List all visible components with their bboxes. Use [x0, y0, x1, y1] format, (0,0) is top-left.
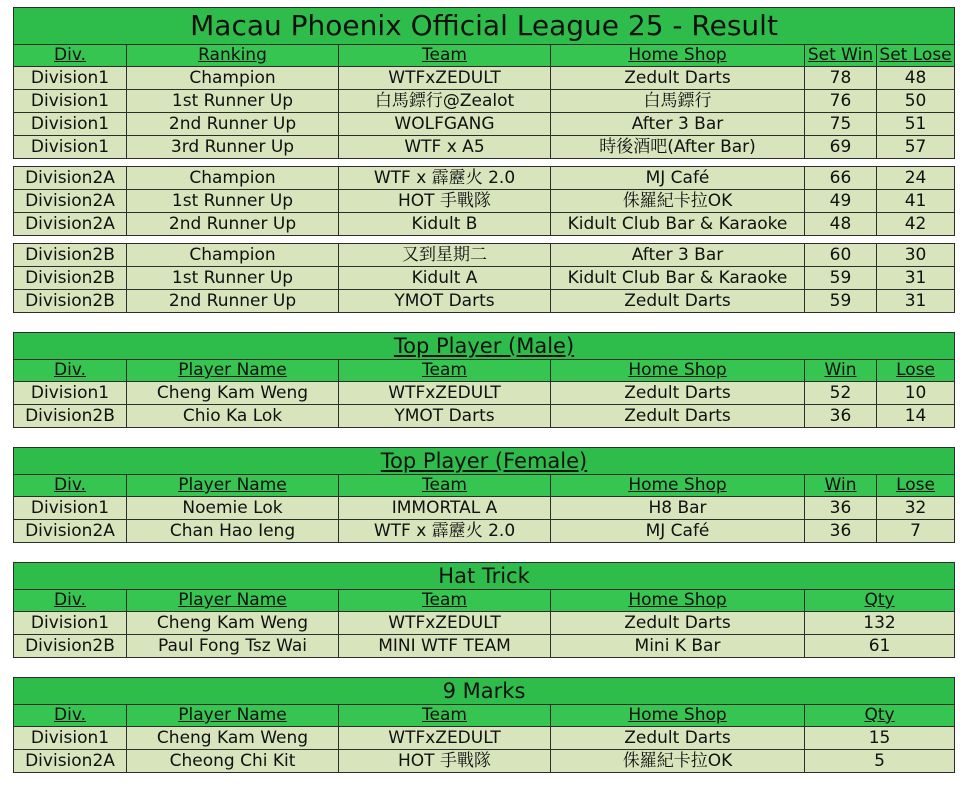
cell-col2: Paul Fong Tsz Wai: [127, 635, 339, 658]
cell-col5: 60: [805, 244, 877, 267]
cell-team: MINI WTF TEAM: [339, 635, 551, 658]
cell-team: WTF x 霹靂火 2.0: [339, 520, 551, 543]
cell-col2: Cheng Kam Weng: [127, 612, 339, 635]
cell-team: HOT 手戰隊: [339, 190, 551, 213]
cell-home-shop: 時後酒吧(After Bar): [551, 136, 805, 159]
cell-col2: 1st Runner Up: [127, 90, 339, 113]
cell-division: Division2B: [14, 635, 127, 658]
cell-team: WOLFGANG: [339, 113, 551, 136]
header-team: Team: [339, 705, 551, 727]
header-player-name: Player Name: [127, 590, 339, 612]
cell-division: Division1: [14, 113, 127, 136]
cell-team: WTF x 霹靂火 2.0: [339, 167, 551, 190]
header-div: Div.: [14, 360, 127, 382]
cell-col2: Chio Ka Lok: [127, 405, 339, 428]
header-row: [14, 360, 955, 382]
cell-col2: Chan Hao Ieng: [127, 520, 339, 543]
header-home-shop: Home Shop: [551, 705, 805, 727]
table-row: [14, 167, 955, 190]
cell-division: Division2B: [14, 267, 127, 290]
section-title-row: [14, 563, 955, 590]
header-qty: Qty: [805, 705, 955, 727]
cell-col5: 59: [805, 290, 877, 313]
cell-col5: 52: [805, 382, 877, 405]
cell-col5: 36: [805, 497, 877, 520]
cell-col2: 1st Runner Up: [127, 190, 339, 213]
cell-division: Division1: [14, 727, 127, 750]
cell-col6: 50: [877, 90, 955, 113]
cell-col2: Champion: [127, 244, 339, 267]
cell-division: Division2A: [14, 520, 127, 543]
cell-home-shop: Zedult Darts: [551, 612, 805, 635]
table-row: [14, 405, 955, 428]
cell-division: Division2B: [14, 405, 127, 428]
table-row: [14, 727, 955, 750]
cell-division: Division1: [14, 136, 127, 159]
cell-col6: 30: [877, 244, 955, 267]
cell-col6: 10: [877, 382, 955, 405]
header-row: [14, 475, 955, 497]
cell-qty: 15: [805, 727, 955, 750]
cell-col6: 57: [877, 136, 955, 159]
cell-col5: 36: [805, 520, 877, 543]
header-home-shop: Home Shop: [551, 475, 805, 497]
table-row: [14, 750, 955, 773]
cell-col2: Cheong Chi Kit: [127, 750, 339, 773]
header-home-shop: Home Shop: [551, 360, 805, 382]
cell-home-shop: H8 Bar: [551, 497, 805, 520]
cell-col6: 24: [877, 167, 955, 190]
header-row: [14, 705, 955, 727]
table-row: [14, 213, 955, 236]
table-row: [14, 113, 955, 136]
cell-division: Division1: [14, 497, 127, 520]
cell-home-shop: Kidult Club Bar & Karaoke: [551, 213, 805, 236]
cell-qty: 132: [805, 612, 955, 635]
cell-col6: 51: [877, 113, 955, 136]
header-lose: Lose: [877, 360, 955, 382]
section-spacer: [14, 159, 955, 167]
header-qty: Qty: [805, 590, 955, 612]
cell-home-shop: Zedult Darts: [551, 727, 805, 750]
table-row: [14, 612, 955, 635]
header-set-lose: Set Lose: [877, 45, 955, 67]
header-win: Win: [805, 360, 877, 382]
table-row: [14, 267, 955, 290]
cell-col5: 78: [805, 67, 877, 90]
header-ranking: Ranking: [127, 45, 339, 67]
table-row: [14, 67, 955, 90]
cell-col6: 31: [877, 267, 955, 290]
cell-division: Division1: [14, 67, 127, 90]
cell-col2: 1st Runner Up: [127, 267, 339, 290]
cell-home-shop: Zedult Darts: [551, 290, 805, 313]
results-grid: [13, 7, 955, 773]
cell-col2: Noemie Lok: [127, 497, 339, 520]
header-div: Div.: [14, 705, 127, 727]
header-player-name: Player Name: [127, 360, 339, 382]
league-results-sheet: [13, 7, 954, 773]
cell-col2: 2nd Runner Up: [127, 290, 339, 313]
table-row: [14, 635, 955, 658]
header-win: Win: [805, 475, 877, 497]
header-team: Team: [339, 475, 551, 497]
cell-col5: 36: [805, 405, 877, 428]
section-spacer: [14, 236, 955, 244]
header-div: Div.: [14, 590, 127, 612]
header-home-shop: Home Shop: [551, 45, 805, 67]
cell-col2: 2nd Runner Up: [127, 213, 339, 236]
cell-col5: 66: [805, 167, 877, 190]
cell-home-shop: 白馬鏢行: [551, 90, 805, 113]
section-spacer: [14, 658, 955, 678]
section-spacer: [14, 313, 955, 333]
cell-qty: 5: [805, 750, 955, 773]
cell-home-shop: MJ Café: [551, 167, 805, 190]
section-title-row: [14, 448, 955, 475]
cell-division: Division2A: [14, 750, 127, 773]
cell-team: 又到星期二: [339, 244, 551, 267]
cell-col6: 32: [877, 497, 955, 520]
cell-team: WTFxZEDULT: [339, 727, 551, 750]
header-player-name: Player Name: [127, 475, 339, 497]
cell-team: WTFxZEDULT: [339, 612, 551, 635]
cell-home-shop: After 3 Bar: [551, 113, 805, 136]
cell-col5: 75: [805, 113, 877, 136]
cell-col6: 31: [877, 290, 955, 313]
header-set-win: Set Win: [805, 45, 877, 67]
cell-col6: 48: [877, 67, 955, 90]
cell-col2: Cheng Kam Weng: [127, 727, 339, 750]
page-title: Macau Phoenix Official League 25 - Result: [14, 8, 955, 45]
section-title-row: [14, 333, 955, 360]
header-home-shop: Home Shop: [551, 590, 805, 612]
cell-division: Division1: [14, 382, 127, 405]
cell-col5: 49: [805, 190, 877, 213]
cell-col5: 48: [805, 213, 877, 236]
cell-col6: 14: [877, 405, 955, 428]
cell-home-shop: Zedult Darts: [551, 382, 805, 405]
cell-col5: 59: [805, 267, 877, 290]
header-team: Team: [339, 45, 551, 67]
table-row: [14, 190, 955, 213]
cell-col2: Champion: [127, 67, 339, 90]
table-row: [14, 382, 955, 405]
cell-team: YMOT Darts: [339, 405, 551, 428]
cell-home-shop: Mini K Bar: [551, 635, 805, 658]
cell-home-shop: Kidult Club Bar & Karaoke: [551, 267, 805, 290]
cell-home-shop: 侏羅紀卡拉OK: [551, 190, 805, 213]
cell-col6: 42: [877, 213, 955, 236]
section-spacer: [14, 428, 955, 448]
cell-col2: 3rd Runner Up: [127, 136, 339, 159]
cell-team: Kidult B: [339, 213, 551, 236]
cell-team: Kidult A: [339, 267, 551, 290]
table-row: [14, 520, 955, 543]
cell-home-shop: Zedult Darts: [551, 67, 805, 90]
section-title-row: [14, 678, 955, 705]
cell-col2: 2nd Runner Up: [127, 113, 339, 136]
cell-team: WTFxZEDULT: [339, 67, 551, 90]
cell-division: Division1: [14, 612, 127, 635]
cell-team: HOT 手戰隊: [339, 750, 551, 773]
cell-col6: 7: [877, 520, 955, 543]
header-team: Team: [339, 360, 551, 382]
header-div: Div.: [14, 475, 127, 497]
cell-col5: 76: [805, 90, 877, 113]
cell-division: Division2A: [14, 190, 127, 213]
cell-col6: 41: [877, 190, 955, 213]
section-spacer: [14, 543, 955, 563]
cell-team: WTFxZEDULT: [339, 382, 551, 405]
header-team: Team: [339, 590, 551, 612]
header-lose: Lose: [877, 475, 955, 497]
table-row: [14, 90, 955, 113]
cell-division: Division1: [14, 90, 127, 113]
nine-marks-title: 9 Marks: [14, 678, 955, 705]
cell-home-shop: 侏羅紀卡拉OK: [551, 750, 805, 773]
table-row: [14, 497, 955, 520]
cell-team: YMOT Darts: [339, 290, 551, 313]
top-player-male-title: Top Player (Male): [14, 333, 955, 360]
cell-division: Division2B: [14, 244, 127, 267]
cell-team: IMMORTAL A: [339, 497, 551, 520]
cell-home-shop: Zedult Darts: [551, 405, 805, 428]
cell-col2: Champion: [127, 167, 339, 190]
table-row: [14, 244, 955, 267]
cell-home-shop: MJ Café: [551, 520, 805, 543]
cell-col2: Cheng Kam Weng: [127, 382, 339, 405]
cell-col5: 69: [805, 136, 877, 159]
cell-qty: 61: [805, 635, 955, 658]
table-row: [14, 136, 955, 159]
cell-home-shop: After 3 Bar: [551, 244, 805, 267]
cell-team: 白馬鏢行@Zealot: [339, 90, 551, 113]
header-div: Div.: [14, 45, 127, 67]
header-player-name: Player Name: [127, 705, 339, 727]
cell-team: WTF x A5: [339, 136, 551, 159]
header-row: [14, 590, 955, 612]
table-row: [14, 290, 955, 313]
cell-division: Division2B: [14, 290, 127, 313]
header-row: [14, 45, 955, 67]
page-title-row: [14, 8, 955, 45]
cell-division: Division2A: [14, 213, 127, 236]
top-player-female-title: Top Player (Female): [14, 448, 955, 475]
hat-trick-title: Hat Trick: [14, 563, 955, 590]
cell-division: Division2A: [14, 167, 127, 190]
